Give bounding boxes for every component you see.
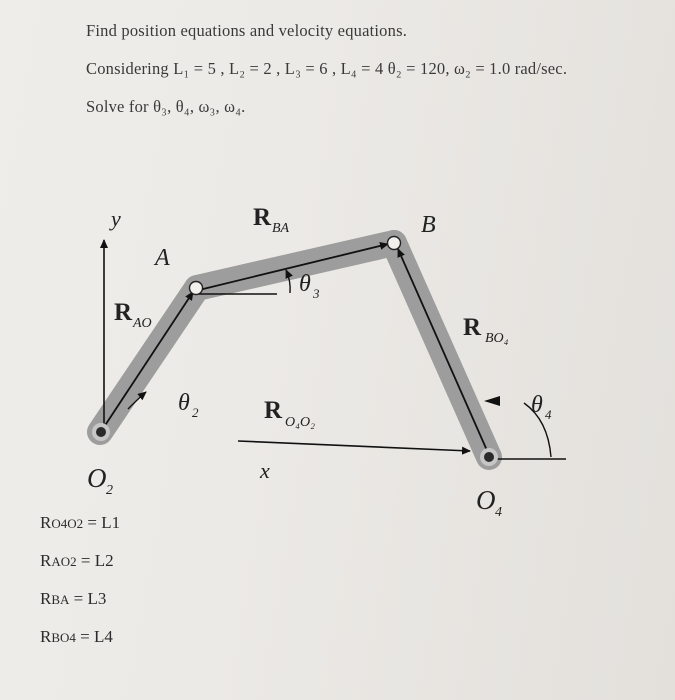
x-axis-label: x	[260, 458, 270, 483]
equation-rbo4	[40, 627, 120, 665]
theta3-label: θ	[299, 271, 311, 297]
pivot-o2-label: O	[87, 463, 107, 493]
problem-statement: Find position equations and velocity equations.	[86, 21, 408, 40]
equation-subscript: O4O2	[51, 516, 84, 531]
vector-ro4o2-label: R	[264, 397, 283, 424]
theta4-label: θ	[531, 392, 543, 418]
joint-a-label: A	[155, 245, 170, 271]
vector-ro4o2-subscript: O₄O₂	[285, 415, 315, 430]
joint-a	[190, 282, 203, 295]
equation-subscript: AO2	[51, 554, 77, 569]
equation-ro4o2	[40, 513, 120, 551]
theta2-label: θ	[178, 390, 190, 416]
pivot-o2-subscript: 2	[106, 483, 113, 498]
vector-rba-subscript: BA	[272, 221, 290, 236]
equation-subscript: BO4	[51, 630, 76, 645]
vector-rao2-subscript: AO	[133, 316, 152, 331]
equation-rhs: = L4	[75, 627, 113, 646]
theta4-arrowhead	[484, 396, 500, 406]
pivot-o4-subscript: 4	[495, 505, 502, 520]
vector-ro4o2	[238, 441, 470, 451]
theta2-subscript: 2	[192, 405, 199, 420]
vector-rba-label: R	[253, 204, 272, 231]
vector-rao2-label: R	[114, 299, 133, 326]
equation-r: R	[40, 627, 52, 646]
joint-b-label: B	[421, 212, 436, 238]
joint-b	[388, 237, 401, 250]
pivot-o4-dot	[484, 452, 494, 462]
equation-rhs: = L1	[83, 513, 121, 532]
equation-rao2	[40, 551, 120, 589]
equation-subscript: BA	[51, 592, 70, 607]
solve-for: Solve for θ₃, θ₄, ω₃, ω₄.	[86, 97, 246, 116]
vector-rba	[199, 244, 388, 290]
theta4-subscript: 4	[545, 407, 552, 422]
equation-rhs: = L3	[69, 589, 107, 608]
length-definitions	[40, 513, 120, 665]
pivot-o4-label: O	[476, 485, 496, 515]
equation-r: R	[40, 513, 52, 532]
equation-r: R	[40, 551, 52, 570]
vector-rbo4-label: R	[463, 314, 482, 341]
y-axis-label: y	[111, 206, 121, 231]
pivot-o2-dot	[96, 427, 106, 437]
given-values: Considering L₁ = 5 , L₂ = 2 , L₃ = 6 , L₄ = 4 θ₂ = 120, ω₂ = 1.0 rad/sec.	[86, 59, 568, 78]
equation-rba	[40, 589, 120, 627]
equation-r: R	[40, 589, 52, 608]
vector-rbo4-subscript: BO₄	[485, 331, 509, 346]
theta3-subscript: 3	[313, 286, 320, 301]
vector-rbo4	[398, 249, 489, 455]
equation-rhs: = L2	[76, 551, 114, 570]
